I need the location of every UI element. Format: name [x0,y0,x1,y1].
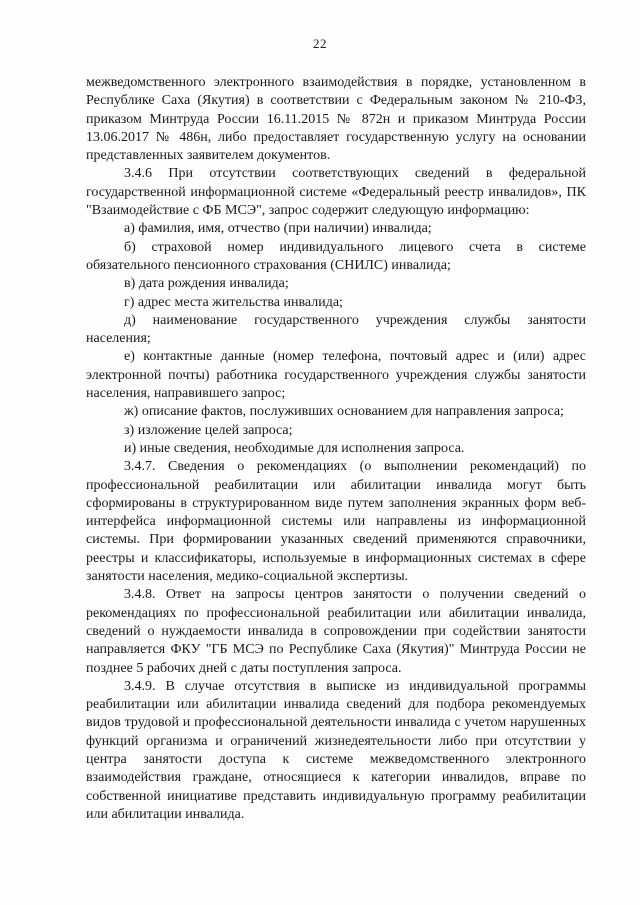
paragraph: 3.4.6 При отсутствии соответствующих сведений в федеральной государственной информационной системе «Федеральный реестр инвалидов», ПК "Взаимодействие с ФБ МСЭ", запрос содержит следующую информацию: [86,166,586,219]
paragraph: межведомственного электронного взаимодействия в порядке, установленном в Республике Саха (Якутия) в соответствии с Федеральным законом № 210-ФЗ, приказом Минтруда России 16.11.2015 № 872н и приказом Минтруда России 13.06.2017 № 486н, либо предоставляет государственную услугу на основании представленных заявителем документов. [86,75,586,164]
list-item: в) дата рождения инвалида; [124,276,289,292]
paragraph: 3.4.7. Сведения о рекомендациях (о выполнении рекомендаций) по профессиональной реабилитации или абилитации инвалида могут быть сформированы в структурированном виде путем заполнения экранных форм веб-интерфейса информационной системы или направлены из информационной системы. При формировании указанных сведений применяются справочники, реестры и классификаторы, используемые в информационных системах в сфере занятости населения, медико-социальной экспертизы. [86,459,586,585]
document-body [86,74,586,824]
list-item: а) фамилия, имя, отчество (при наличии) инвалида; [124,221,432,237]
list-item: г) адрес места жительства инвалида; [124,294,343,310]
paragraph: 3.4.9. В случае отсутствия в выписке из индивидуальной программы реабилитации или абилитации инвалида сведений для подбора рекомендуемых видов трудовой и профессиональной деятельности инвалида с учетом нарушенных функций организма и ограничений жизнедеятельности либо при отсутствии у центра занятости доступа к системе межведомственного электронного взаимодействия граждане, относящиеся к категории инвалидов, вправе по собственной инициативе представить индивидуальную программу реабилитации или абилитации инвалида. [86,678,586,822]
list-item: е) контактные данные (номер телефона, почтовый адрес и (или) адрес электронной почты) работника государственного учреждения службы занятости населения, направившего запрос; [86,349,586,402]
list-item: д) наименование государственного учреждения службы занятости населения; [86,312,586,347]
page-number: 22 [313,36,327,51]
list-item: б) страховой номер индивидуального лицевого счета в системе обязательного пенсионного страхования (СНИЛС) инвалида; [86,239,586,273]
list-item: з) изложение целей запроса; [124,422,293,438]
list-item: ж) описание фактов, послуживших основанием для направления запроса; [124,404,564,420]
list-item: и) иные сведения, необходимые для исполнения запроса. [124,440,465,456]
paragraph: 3.4.8. Ответ на запросы центров занятости о получении сведений о рекомендациях по профессиональной реабилитации или абилитации инвалида, сведений о нуждаемости инвалида в сопровождении при содействии занятости направляется ФКУ "ГБ МСЭ по Республике Саха (Якутия)" Минтруда России не позднее 5 рабочих дней с даты поступления запроса. [86,587,586,676]
